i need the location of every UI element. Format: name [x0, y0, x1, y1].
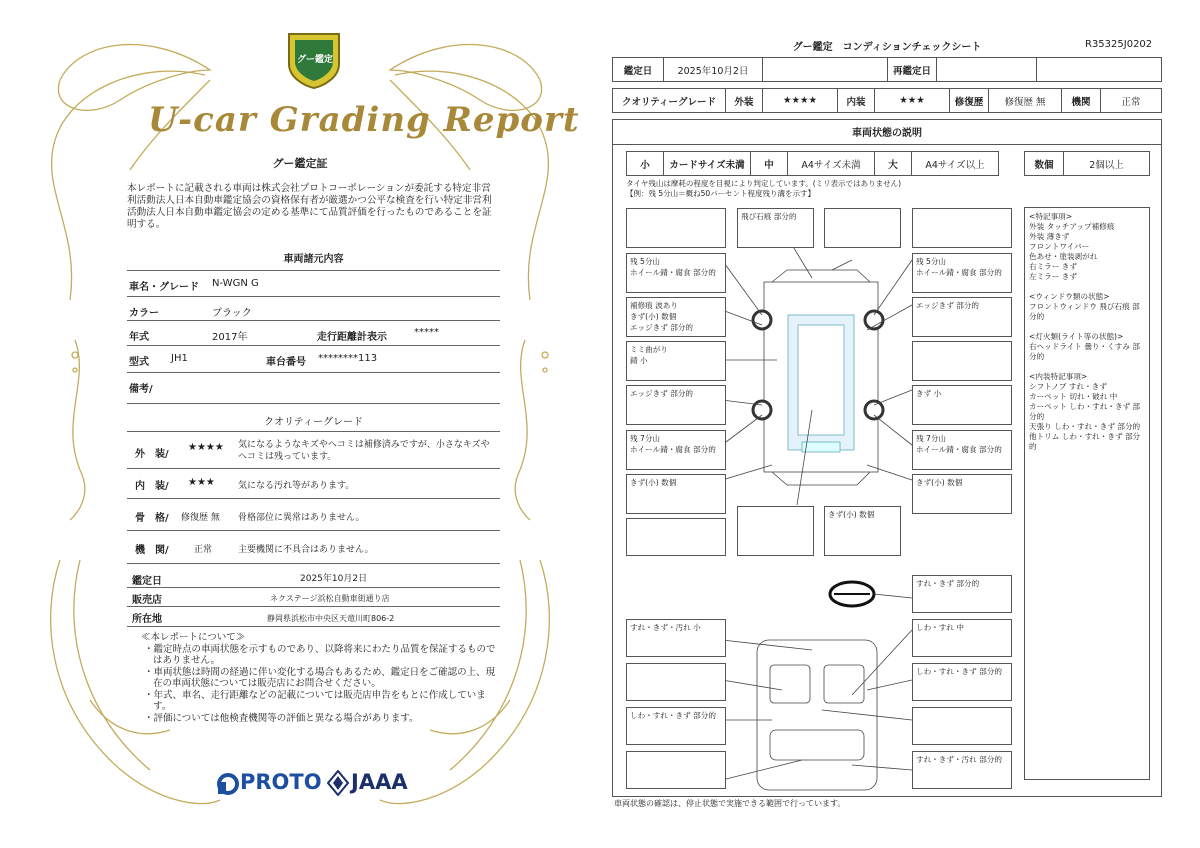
special-note: <特記事項>	[1029, 212, 1073, 221]
size-large-desc: A4サイズ以上	[911, 151, 999, 176]
exterior-box-left-rear: きず(小) 数個	[626, 474, 726, 514]
exterior-label: 外装	[725, 88, 763, 113]
special-note: カーペット しわ・すれ・きず 部分的	[1029, 402, 1141, 421]
color-label: カラー	[129, 308, 159, 319]
chassis-label: 車台番号	[266, 357, 306, 368]
interior-box-right-a: しわ・すれ 中	[912, 619, 1012, 657]
year-label: 年式	[129, 332, 149, 343]
note-item: ・評価については他検査機関等の評価と異なる場合があります。	[144, 712, 419, 724]
exterior-box-left-tire-front: 残 5分山 ホイール錆・腐食 部分的	[626, 253, 726, 293]
wheel-icon	[865, 401, 883, 419]
interior-text: 気になる汚れ等があります。	[238, 481, 355, 491]
size-mid: 中	[750, 151, 788, 176]
date-label: 鑑定日	[132, 576, 162, 587]
special-note: 外装 タッチアップ補修痕	[1029, 222, 1115, 231]
steering-wheel-icon	[830, 582, 874, 606]
divider	[127, 270, 500, 271]
divider	[127, 431, 500, 432]
special-note: 色あせ・塗装剥がれ	[1029, 252, 1098, 261]
divider	[127, 498, 500, 499]
exterior-box-left-door-rear: エッジきず 部分的	[626, 385, 726, 425]
note-item: ・車両状態は時間の経過に伴い変化する場合もあるため、鑑定日をご確認の上、現在の車両状態については販売店にお問合せください。	[144, 666, 496, 689]
blank-cell	[1036, 57, 1162, 82]
special-note: 右ヘッドライト 曇り・くすみ 部分的	[1029, 342, 1140, 361]
shop-value: ネクステージ浜松自動車街通り店	[270, 594, 390, 603]
divider	[127, 468, 500, 469]
frame-text: 骨格部位に異常はありません。	[238, 513, 365, 523]
interior-box-left-mid: しわ・すれ・きず 部分的	[626, 707, 726, 745]
interior-box	[912, 707, 1012, 745]
divider	[127, 587, 500, 588]
wheel-icon	[753, 311, 771, 329]
exterior-box	[912, 208, 1012, 248]
divider	[127, 563, 500, 564]
date-value: 2025年10月2日	[300, 574, 368, 584]
model-value: JH1	[171, 353, 188, 364]
certificate-intro: 本レポートに記載される車両は株式会社プロトコーポレーションが委託する特定非営利活動法人日本自動車鑑定協会の資格保有者が厳選かつ公平な検査を行い特定非営利活動法人日本自動車鑑定協会の定める基準にて品質評価を行ったものであることを証明する。	[127, 183, 492, 230]
size-small: 小	[626, 151, 664, 176]
blank-cell	[762, 57, 888, 82]
exterior-box	[737, 506, 814, 556]
report-notes	[141, 632, 501, 724]
mileage-label: 走行距離計表示	[317, 332, 387, 343]
exterior-box-right-tire-front: 残 5分山 ホイール錆・腐食 部分的	[912, 253, 1012, 293]
shop-label: 販売店	[132, 595, 162, 606]
engine-value: 正常	[194, 545, 213, 555]
special-note: <灯火類(ライト等の状態)>	[1029, 332, 1124, 341]
sheet-title: グー鑑定 コンディションチェックシート	[792, 42, 982, 53]
notes-heading: ≪本レポートについて≫	[141, 632, 246, 643]
exterior-box-right-door-rear: きず 小	[912, 385, 1012, 425]
wheel-icon	[753, 401, 771, 419]
interior-label: 内装	[837, 88, 875, 113]
color-value: ブラック	[212, 308, 252, 319]
exterior-box	[824, 208, 901, 248]
exterior-box-left-tire-rear: 残 7分山 ホイール錆・腐食 部分的	[626, 430, 726, 470]
interior-box	[626, 663, 726, 701]
interior-box	[626, 751, 726, 789]
name-value: N-WGN G	[212, 278, 259, 289]
year-value: 2017年	[212, 332, 248, 343]
interior-stars: ★★★	[874, 88, 950, 113]
special-note: <ウィンドウ類の状態>	[1029, 292, 1110, 301]
status-heading: 車両状態の説明	[612, 119, 1162, 145]
proto-logo-text: PROTO	[240, 770, 322, 794]
date-label: 鑑定日	[612, 57, 664, 82]
divider	[127, 606, 500, 607]
divider	[127, 296, 500, 297]
frame-value: 修復歴 無	[181, 513, 220, 523]
size-large: 大	[874, 151, 912, 176]
exterior-box-right-rear: きず(小) 数個	[912, 474, 1012, 514]
name-label: 車名・グレード	[129, 282, 199, 293]
report-title: U-car Grading Report	[148, 100, 580, 140]
exterior-stars: ★★★★	[762, 88, 838, 113]
certificate-subtitle: グー鑑定証	[272, 157, 328, 170]
exterior-box-left-door-front: 補修痕 波あり きず(小) 数個 エッジきず 部分的	[626, 297, 726, 337]
divider	[127, 626, 500, 627]
badge-text: グー鑑定	[296, 55, 333, 65]
special-note: 右ミラー きず	[1029, 262, 1077, 271]
special-note: フロントワイパー	[1029, 242, 1090, 251]
divider	[127, 372, 500, 373]
model-label: 型式	[129, 357, 149, 368]
tire-note: タイヤ残山は摩耗の程度を目視により判定しています。(ミリ表示ではありません)	[626, 179, 902, 188]
repair-value: 修復歴 無	[988, 88, 1062, 113]
jaaa-logo-icon	[327, 770, 349, 796]
note-item: ・年式、車名、走行距離などの記載については販売店申告をもとに作成しています。	[144, 689, 486, 712]
jaaa-logo-text: JAAA	[351, 770, 408, 794]
remarks-label: 備考/	[129, 384, 153, 395]
exterior-box-left-door-mid: ミミ曲がり 錆 小	[626, 341, 726, 381]
redate-value	[936, 57, 1037, 82]
special-note: 外装 薄きず	[1029, 232, 1070, 241]
exterior-box-right-tire-rear: 残 7分山 ホイール錆・腐食 部分的	[912, 430, 1012, 470]
special-note: <内装特記事項>	[1029, 372, 1088, 381]
interior-box-steering: すれ・きず 部分的	[912, 575, 1012, 613]
exterior-box-top-center: 飛び石痕 部分的	[737, 208, 814, 248]
special-note: フロントウィンドウ 飛び石痕 部分的	[1029, 302, 1140, 321]
redate-label: 再鑑定日	[887, 57, 937, 82]
sheet-footer: 車両状態の確認は、停止状態で実施できる範囲で行っています。	[614, 799, 846, 808]
chassis-value: ********113	[318, 353, 378, 364]
special-notes-pane	[1024, 207, 1150, 780]
tire-note-example: 【例：残 5分山＝概ね50パーセント程度残り溝を示す】	[626, 189, 816, 198]
exterior-label: 外 装/	[135, 449, 169, 460]
exterior-box-rear-center: きず(小) 数個	[824, 506, 901, 556]
size-mid-desc: A4サイズ未満	[787, 151, 875, 176]
spacer	[1029, 282, 1145, 292]
repair-label: 修復歴	[949, 88, 989, 113]
interior-stars: ★★★	[188, 477, 215, 488]
engine-value: 正常	[1100, 88, 1162, 113]
grade-label: クオリティーグレード	[612, 88, 726, 113]
size-small-desc: カードサイズ未満	[663, 151, 751, 176]
interior-label: 内 装/	[135, 481, 169, 492]
proto-logo-icon	[216, 772, 240, 796]
note-item: ・鑑定時点の車両状態を示すものであり、以降将来にわたり品質を保証するものではありません。	[144, 643, 496, 666]
quality-heading: クオリティーグレード	[264, 417, 363, 428]
interior-box-right-b: しわ・すれ・きず 部分的	[912, 663, 1012, 701]
exterior-box	[626, 518, 726, 556]
special-note: カーペット 切れ・破れ 中	[1029, 392, 1118, 401]
engine-label: 機関	[1061, 88, 1101, 113]
special-note: 天張り しわ・すれ・きず 部分的	[1029, 422, 1141, 431]
date-value: 2025年10月2日	[663, 57, 763, 82]
spacer	[1029, 322, 1145, 332]
count-value: 2個以上	[1063, 151, 1150, 176]
mileage-value: *****	[414, 327, 439, 338]
special-note: シフトノブ すれ・きず	[1029, 382, 1107, 391]
divider	[127, 403, 500, 404]
exterior-text: 気になるようなキズやヘコミは補修済みですが、小さなキズやヘコミは残っています。	[238, 440, 490, 462]
address-value: 静岡県浜松市中央区天竜川町806-2	[267, 614, 395, 623]
special-note: 他トリム しわ・すれ・きず 部分的	[1029, 432, 1141, 451]
spacer	[1029, 362, 1145, 372]
engine-text: 主要機関に不具合はありません。	[238, 545, 374, 555]
frame-label: 骨 格/	[135, 513, 169, 524]
divider	[127, 345, 500, 346]
sheet-number: R35325J0202	[1085, 39, 1153, 50]
divider	[127, 530, 500, 531]
interior-box-left-front: すれ・きず・汚れ 小	[626, 619, 726, 657]
count-label: 数個	[1024, 151, 1064, 176]
special-note: 左ミラー きず	[1029, 272, 1077, 281]
exterior-box	[912, 341, 1012, 381]
engine-label: 機 関/	[135, 545, 169, 556]
exterior-stars: ★★★★	[188, 442, 224, 453]
address-label: 所在地	[132, 614, 162, 625]
divider	[127, 320, 500, 321]
exterior-box-right-door-front: エッジきず 部分的	[912, 297, 1012, 337]
exterior-box	[626, 208, 726, 248]
interior-box-right-c: すれ・きず・汚れ 部分的	[912, 751, 1012, 789]
spec-heading: 車両諸元内容	[283, 254, 344, 265]
